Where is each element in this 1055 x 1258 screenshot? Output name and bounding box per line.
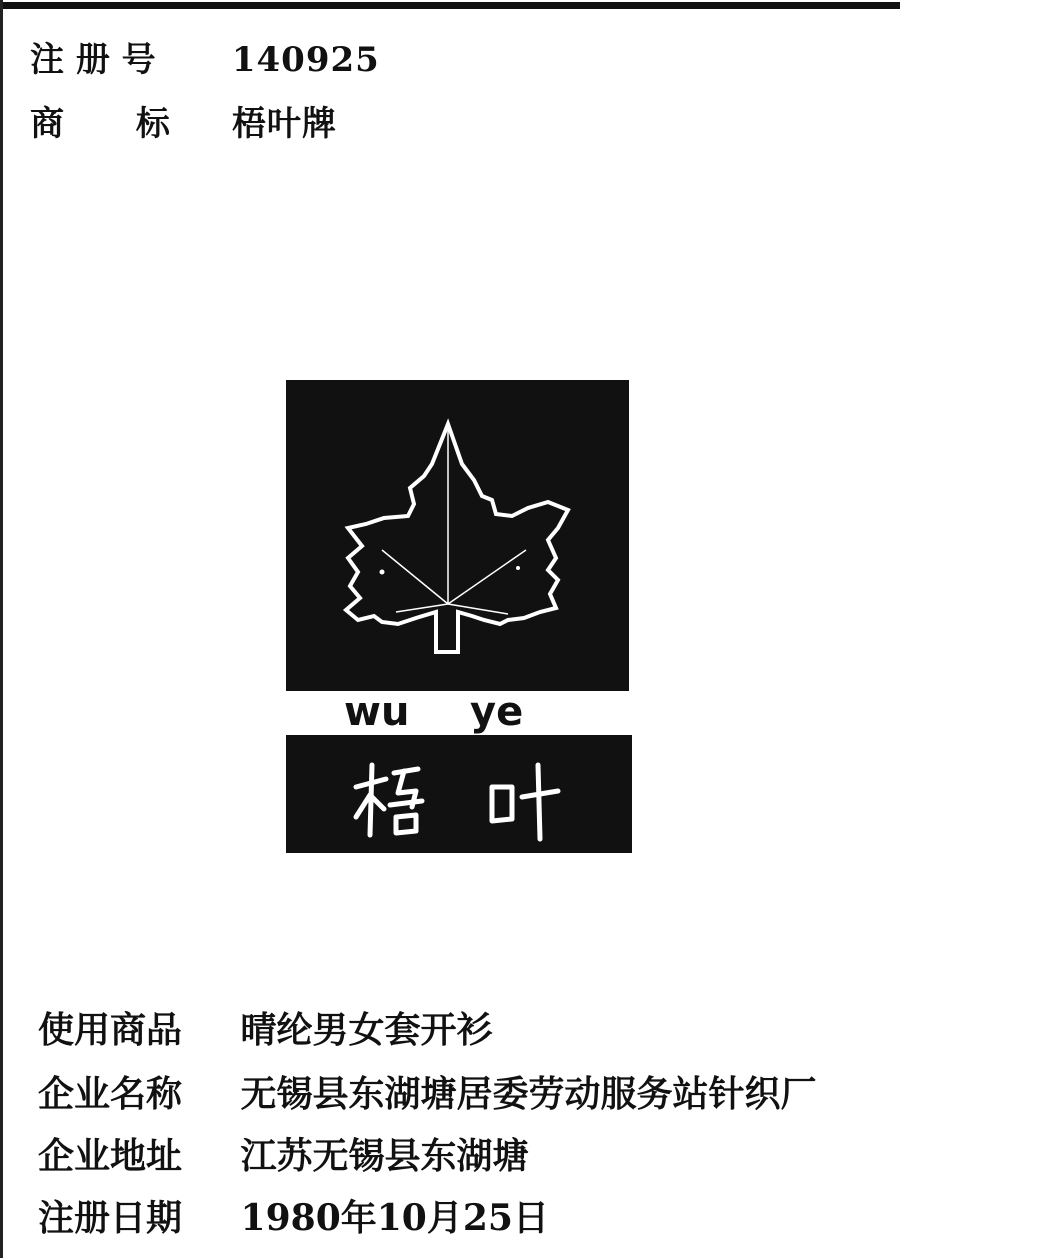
company-row <box>38 1066 817 1117</box>
trademark-label: 商 标 <box>30 104 170 144</box>
top-border-line <box>0 2 900 9</box>
maple-leaf-icon <box>286 380 629 691</box>
registration-number-label: 注 册 号 <box>30 40 156 80</box>
maple-leaf-emblem <box>286 380 629 691</box>
date-label: 注册日期 <box>38 1197 183 1239</box>
date-value: 1980年10月25日 <box>240 1197 549 1239</box>
address-row <box>38 1128 529 1179</box>
goods-row <box>38 1002 493 1053</box>
date-row <box>38 1190 549 1241</box>
registration-number-row <box>30 32 380 81</box>
trademark-row <box>30 96 337 145</box>
trademark-value: 梧叶牌 <box>231 104 337 144</box>
company-label: 企业名称 <box>38 1073 183 1115</box>
calligraphy-name-box <box>286 735 632 853</box>
goods-label: 使用商品 <box>38 1009 183 1051</box>
goods-value: 晴纶男女套开衫 <box>240 1009 493 1051</box>
calligraphy-text <box>286 735 632 853</box>
registration-number-value: 140925 <box>231 40 380 80</box>
address-value: 江苏无锡县东湖塘 <box>240 1135 529 1177</box>
left-border-line <box>0 0 3 1258</box>
company-value: 无锡县东湖塘居委劳动服务站针织厂 <box>240 1073 817 1115</box>
address-label: 企业地址 <box>38 1135 183 1177</box>
pinyin-wu: wu <box>344 689 410 735</box>
pinyin-ye: ye <box>470 689 524 735</box>
